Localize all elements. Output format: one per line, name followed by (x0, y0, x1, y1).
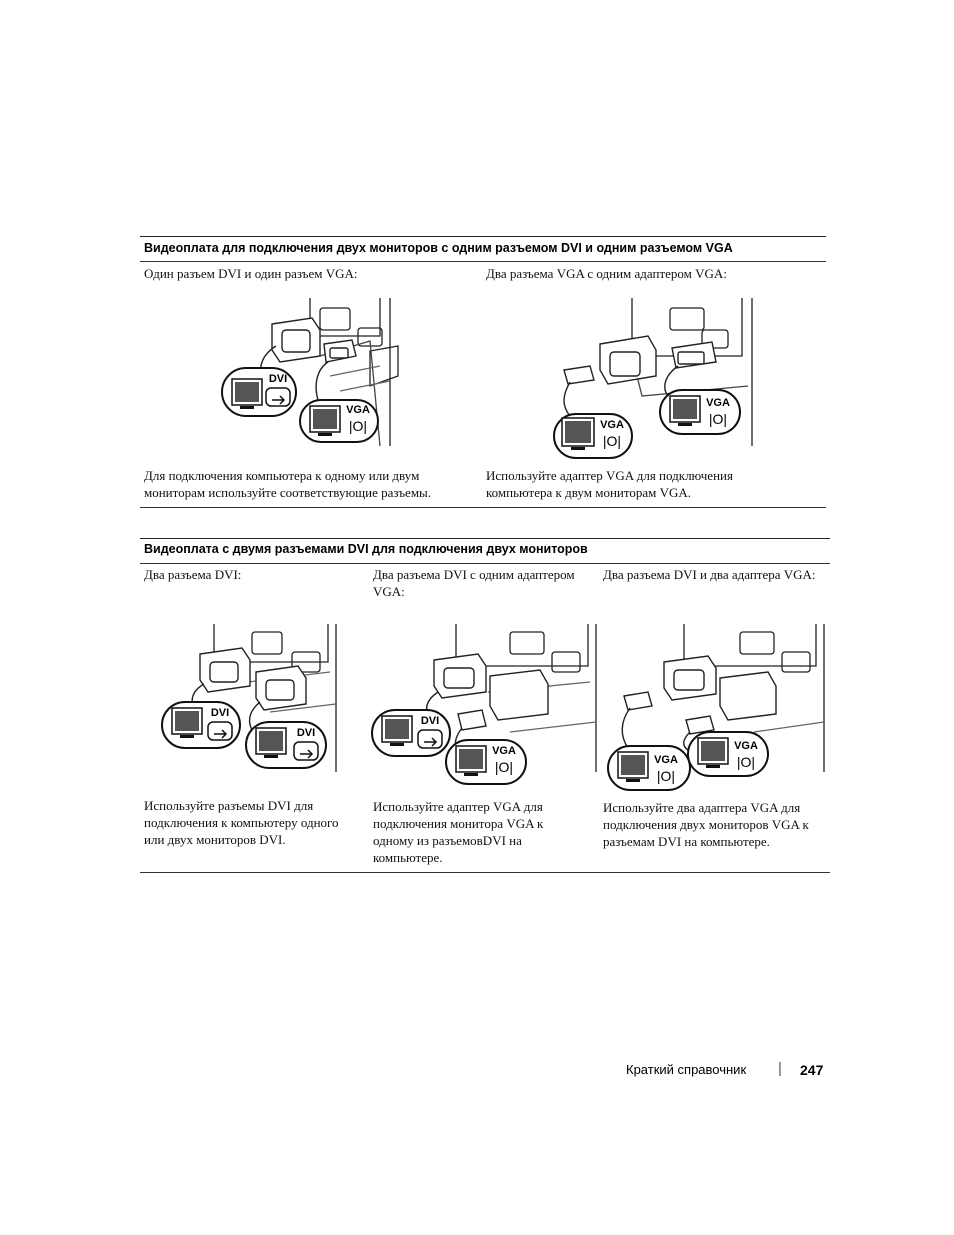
svg-text:DVI: DVI (420, 715, 440, 727)
section1-header-rule (140, 261, 826, 262)
section1-col1-caption: Для подключения компьютера к одному или двум мониторам используйте соответствующие разъемы. (144, 468, 432, 500)
svg-text:DVI: DVI (296, 727, 316, 739)
svg-text:VGA: VGA (706, 397, 730, 409)
section2-bottom-rule (140, 872, 830, 873)
section2-title: Видеоплата с двумя разъемами DVI для подключения двух мониторов (144, 542, 588, 556)
section2-col2-heading: Два разъема DVI с одним адаптером VGA: (373, 567, 575, 599)
svg-text:VGA: VGA (346, 404, 370, 416)
figure-dual-dvi-connectors (160, 622, 340, 772)
svg-text:VGA: VGA (492, 745, 516, 757)
svg-text:|O|: |O| (348, 418, 368, 434)
svg-text:VGA: VGA (600, 419, 624, 431)
svg-text:VGA: VGA (734, 740, 758, 752)
svg-text:|O|: |O| (736, 754, 756, 770)
dvi-monitor-badge (372, 710, 450, 756)
section2-col3-heading: Два разъема DVI и два адаптера VGA: (603, 567, 816, 582)
section1-col1-heading: Один разъем DVI и один разъем VGA: (144, 266, 358, 281)
footer-title: Краткий справочник (626, 1062, 747, 1077)
section1-bottom-rule (140, 507, 826, 508)
section1-top-rule (140, 236, 826, 237)
section2-top-rule (140, 538, 830, 539)
figure-dvi-with-two-vga-adapters (604, 622, 830, 792)
svg-text:|O|: |O| (602, 433, 622, 449)
svg-text:DVI: DVI (268, 373, 288, 385)
section1-title: Видеоплата для подключения двух мониторов с одним разъемом DVI и одним разъемом VGA (144, 241, 733, 255)
figure-vga-adapter-connectors (552, 296, 758, 462)
svg-text:DVI: DVI (210, 707, 230, 719)
section1-col2-caption: Используйте адаптер VGA для подключения компьютера к двум мониторам VGA. (486, 468, 733, 500)
dvi-monitor-badge-left (162, 702, 240, 748)
svg-text:|O|: |O| (656, 768, 676, 784)
section2-col3-caption: Используйте два адаптера VGA для подключения двух мониторов VGA к разъемам DVI на компьютере. (603, 800, 809, 849)
vga-monitor-badge (300, 400, 378, 442)
svg-text:VGA: VGA (654, 754, 678, 766)
vga-monitor-badge-left (554, 414, 632, 458)
figure-dvi-with-vga-adapter (370, 622, 600, 788)
section2-col2-caption: Используйте адаптер VGA для подключения монитора VGA к одному из разъемовDVI на компьютере. (373, 799, 544, 865)
section2-header-rule (140, 563, 830, 564)
figure-dvi-vga-connectors (220, 296, 402, 446)
dvi-monitor-badge (222, 368, 296, 416)
vga-monitor-badge (446, 740, 526, 784)
svg-text:|O|: |O| (708, 411, 728, 427)
svg-text:|O|: |O| (494, 759, 514, 775)
dvi-monitor-badge-right (246, 722, 326, 768)
page-number: 247 (800, 1062, 824, 1078)
section1-col2-heading: Два разъема VGA с одним адаптером VGA: (486, 266, 727, 281)
section2-col1-caption: Используйте разъемы DVI для подключения к компьютеру одного или двух мониторов DVI. (144, 798, 339, 847)
section2-col1-heading: Два разъема DVI: (144, 567, 242, 582)
vga-monitor-badge-right (660, 390, 740, 434)
vga-monitor-badge-left (608, 746, 690, 790)
vga-monitor-badge-right (688, 732, 768, 776)
footer-separator: | (778, 1060, 782, 1077)
